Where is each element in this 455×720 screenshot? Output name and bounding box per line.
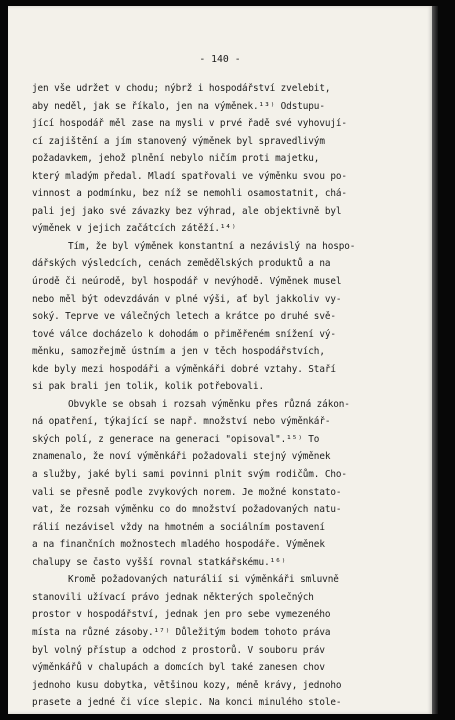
text-line: aby neděl, jak se říkalo, jen na výměnek.¹³⁾ Odstupu-: [32, 100, 325, 112]
page-edge-shadow: [432, 6, 438, 714]
text-line: ná opatření, týkající se např. množství nebo výměnkář-: [32, 416, 331, 428]
text-line: prasete a jedné či více slepic. Na konci minulého stole-: [32, 697, 342, 709]
text-line: tové válce docházelo k dohodám o přiměřeném snížení vý-: [32, 328, 336, 340]
text-line: Tím, že byl výměnek konstantní a nezávislý na hospo-: [68, 240, 356, 252]
text-line: vat, že rozsah výměnku co do množství požadovaných natu-: [32, 504, 342, 516]
text-line: místa na různé zásoby.¹⁷⁾ Důležitým bodem tohoto práva: [32, 626, 331, 638]
body-text: [32, 80, 412, 712]
text-line: kde byly mezi hospodáři a výměnkáři dobré vztahy. Staří: [32, 363, 336, 375]
text-line: který mladým předal. Mladí spatřovali ve výměnku svou po-: [32, 170, 347, 182]
text-line: a služby, jaké byli sami povinni plnit svým rodičům. Cho-: [32, 469, 347, 481]
text-line: jen vše udržet v chodu; nýbrž i hospodářství zvelebit,: [32, 83, 331, 94]
text-line: soký. Teprve ve válečných letech a krátce po druhé svě-: [32, 311, 336, 323]
text-line: prostor v hospodářství, jednak jen pro sebe vymezeného: [32, 609, 331, 621]
text-line: měnku, samozřejmě ústním a jen v těch hospodářstvích,: [32, 346, 325, 358]
text-line: znamenalo, že noví výměnkáři požadovali stejný výměnek: [32, 451, 331, 463]
text-line: si pak brali jen tolik, kolik potřebovali.: [32, 381, 265, 393]
text-line: požadavkem, jehož plnění nebylo ničím proti majetku,: [32, 153, 320, 165]
text-line: pali jej jako své závazky bez výhrad, ale objektivně byl: [32, 205, 342, 217]
text-line: ských polí, z generace na generaci "opisoval".¹⁵⁾ To: [32, 433, 320, 445]
text-line: chalupy se často vyšší rovnal statkářskému.¹⁶⁾: [32, 556, 287, 568]
text-line: vinnost a podmínku, bez níž se nemohli osamostatnit, chá-: [32, 188, 347, 200]
text-line: výměnek v jejich začátcích zátěží.¹⁴⁾: [32, 223, 237, 235]
text-line: nebo měl být odevzdáván v plné výši, ať byl jakkoliv vy-: [32, 293, 342, 305]
text-line: Obvykle se obsah i rozsah výměnku přes různá zákon-: [68, 398, 350, 410]
text-line: a na finančních možnostech mladého hospodáře. Výměnek: [32, 539, 325, 551]
page-number: - 140 -: [199, 54, 241, 65]
text-line: vali se přesně podle zvykových norem. Je možné konstato-: [32, 486, 342, 498]
document-page: [8, 6, 432, 714]
text-line: úrodě či neúrodě, byl hospodář v nevýhodě. Výměnek musel: [32, 276, 342, 288]
text-line: dářských výsledcích, cenách zemědělských produktů a na: [32, 258, 331, 270]
text-line: jící hospodář měl zase na mysli v prvé řadě své vyhovují-: [32, 118, 347, 130]
text-line: jednoho kusu dobytka, většinou kozy, méně krávy, jednoho: [32, 679, 342, 691]
text-line: cí zajištění a jím stanovený výměnek byl spravedlivým: [32, 135, 325, 147]
text-line: výměnkářů v chalupách a domcích byl také zanesen chov: [32, 662, 325, 674]
text-line: stanovili užívací právo jednak některých společných: [32, 591, 314, 603]
text-line: Kromě požadovaných naturálií si výměnkáři smluvně: [68, 574, 339, 586]
text-line: rálií nezávisel vždy na hmotném a sociálním postavení: [32, 521, 325, 533]
text-line: byl volný přístup a odchod z prostorů. V souboru práv: [32, 644, 325, 656]
